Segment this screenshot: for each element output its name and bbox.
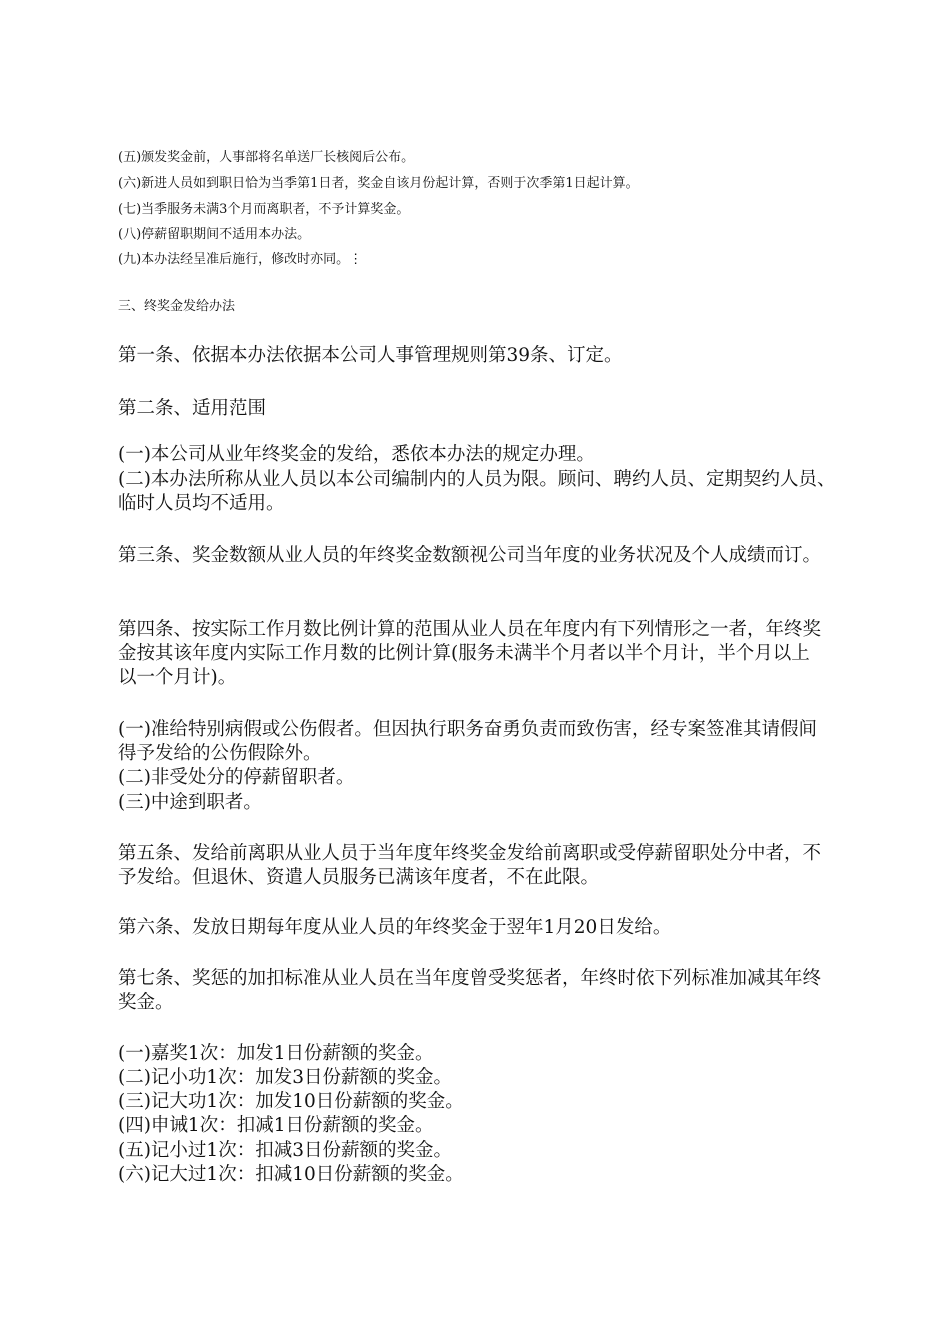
article-4-line-1: 第四条、按实际工作月数比例计算的范围从业人员在年度内有下列情形之一者，年终奖 [118, 619, 822, 640]
prev-item-6: (六)新进人员如到职日恰为当季第1日者，奖金自该月份起计算，否则于次季第1日起计算。 [118, 176, 639, 191]
article-3: 第三条、奖金数额从业人员的年终奖金数额视公司当年度的业务状况及个人成绩而订。 [118, 545, 822, 566]
article-6: 第六条、发放日期每年度从业人员的年终奖金于翌年1月20日发给。 [118, 917, 672, 938]
article-7-item-6: (六)记大过1次：扣减10日份薪额的奖金。 [118, 1164, 464, 1185]
section-title: 三、终奖金发给办法 [118, 299, 236, 314]
article-7-line-1: 第七条、奖惩的加扣标准从业人员在当年度曾受奖惩者，年终时依下列标准加减其年终 [118, 968, 822, 989]
prev-item-7: (七)当季服务未满3个月而离职者，不予计算奖金。 [118, 202, 410, 217]
article-4-line-3: 以一个月计)。 [118, 667, 237, 688]
article-4-line-2: 金按其该年度内实际工作月数的比例计算(服务未满半个月者以半个月计，半个月以上 [118, 643, 810, 664]
article-7-item-1: (一)嘉奖1次：加发1日份薪额的奖金。 [118, 1043, 434, 1064]
article-5-line-2: 予发给。但退休、资遣人员服务已满该年度者，不在此限。 [118, 867, 600, 888]
article-2-item-2-line-1: (二)本办法所称从业人员以本公司编制内的人员为限。顾问、聘约人员、定期契约人员、 [118, 469, 836, 490]
prev-item-5: (五)颁发奖金前，人事部将名单送厂长核阅后公布。 [118, 150, 415, 165]
article-7-line-2: 奖金。 [118, 992, 174, 1013]
article-7-item-3: (三)记大功1次：加发10日份薪额的奖金。 [118, 1091, 464, 1112]
article-2-title: 第二条、适用范围 [118, 398, 267, 419]
article-2-item-2-line-2: 临时人员均不适用。 [118, 493, 285, 514]
article-7-item-2: (二)记小功1次：加发3日份薪额的奖金。 [118, 1067, 452, 1088]
prev-item-8: (八)停薪留职期间不适用本办法。 [118, 227, 311, 242]
article-5-line-1: 第五条、发给前离职从业人员于当年度年终奖金发给前离职或受停薪留职处分中者，不 [118, 843, 822, 864]
article-4-item-2: (二)非受处分的停薪留职者。 [118, 767, 355, 788]
article-2-item-1: (一)本公司从业年终奖金的发给，悉依本办法的规定办理。 [118, 444, 595, 465]
article-7-item-4: (四)申诫1次：扣减1日份薪额的奖金。 [118, 1115, 434, 1136]
prev-item-9: (九)本办法经呈准后施行，修改时亦同。⋮ [118, 252, 363, 267]
article-7-item-5: (五)记小过1次：扣减3日份薪额的奖金。 [118, 1140, 452, 1161]
article-4-item-3: (三)中途到职者。 [118, 792, 262, 813]
article-1: 第一条、依据本办法依据本公司人事管理规则第39条、订定。 [118, 345, 623, 366]
article-4-item-1-line-1: (一)准给特别病假或公伤假者。但因执行职务奋勇负责而致伤害，经专案签准其请假间 [118, 719, 817, 740]
article-4-item-1-line-2: 得予发给的公伤假除外。 [118, 743, 322, 764]
